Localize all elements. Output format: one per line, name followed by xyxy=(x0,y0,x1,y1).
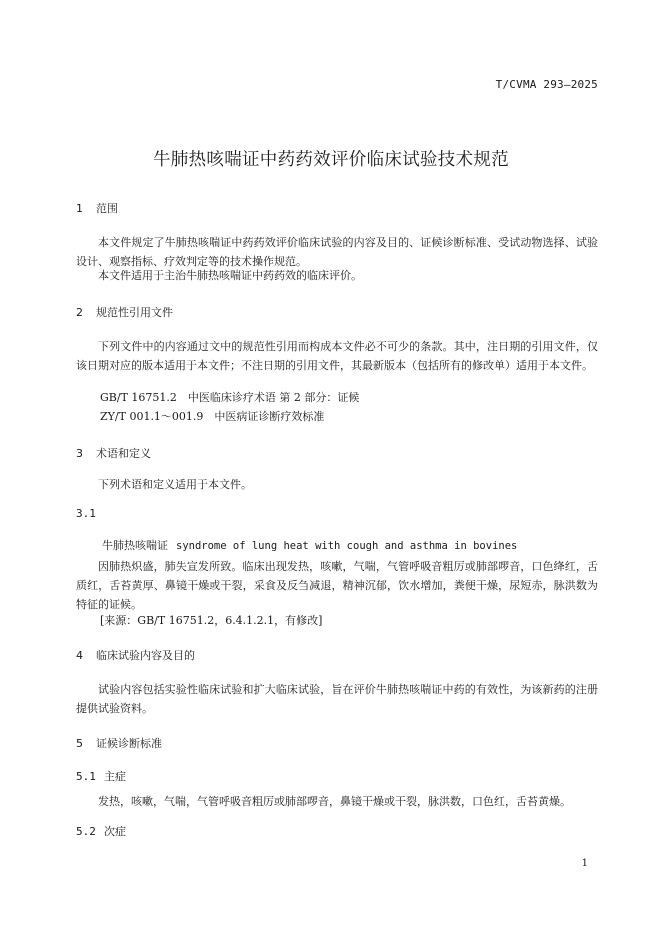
section-4-title: 临床试验内容及目的 xyxy=(96,649,195,662)
section-3-paragraph-1: 下列术语和定义适用于本文件。 xyxy=(98,478,252,491)
term-source: [来源：GB/T 16751.2，6.4.1.2.1，有修改] xyxy=(100,614,323,627)
section-3-title: 术语和定义 xyxy=(96,447,151,460)
section-1-paragraph-2: 本文件适用于主治牛肺热咳喘证中药药效的临床评价。 xyxy=(98,269,362,282)
page-number: 1 xyxy=(581,858,588,869)
section-3-number: 3 xyxy=(76,447,83,460)
section-4-paragraph-1: 试验内容包括实验性临床试验和扩大临床试验，旨在评价牛肺热咳喘证中药的有效性，为该新药的注册提供试验资料。 xyxy=(76,683,598,715)
section-5-heading xyxy=(76,735,162,751)
standard-number: T/CVMA 293—2025 xyxy=(495,78,598,91)
normative-reference-2: ZY/T 001.1～001.9 中医病证诊断疗效标准 xyxy=(100,410,325,423)
subsection-5-1-number: 5.1 xyxy=(76,770,96,783)
term-chinese: 牛肺热咳喘证 xyxy=(102,539,168,552)
document-title: 牛肺热咳喘证中药药效评价临床试验技术规范 xyxy=(153,150,509,170)
term-definition: 因肺热炽盛，肺失宣发所致。临床出现发热，咳嗽，气喘，气管呼吸音粗厉或肺部啰音，口色绛红，舌质红，舌苔黄厚、鼻镜干燥或干裂，采食及反刍减退，精神沉郁，饮水增加，粪便干燥，尿短赤，脉洪数为特征的证候。 xyxy=(76,560,598,611)
section-5-number: 5 xyxy=(76,737,83,750)
section-4-heading xyxy=(76,647,195,663)
term-english: syndrome of lung heat with cough and asthma in bovines xyxy=(176,540,518,552)
subsection-5-2-number: 5.2 xyxy=(76,825,96,838)
subsection-5-1-title: 主症 xyxy=(104,770,126,783)
normative-reference-1: GB/T 16751.2 中医临床诊疗术语 第 2 部分：证候 xyxy=(100,391,360,404)
section-2-number: 2 xyxy=(76,306,83,319)
section-1-heading xyxy=(76,200,118,216)
subsection-3-1-number: 3.1 xyxy=(76,507,96,520)
subsection-5-2-heading xyxy=(76,823,126,839)
section-3-heading xyxy=(76,445,151,461)
section-2-paragraph-1: 下列文件中的内容通过文中的规范性引用而构成本文件必不可少的条款。其中，注日期的引用文件，仅该日期对应的版本适用于本文件；不注日期的引用文件，其最新版本（包括所有的修改单）适用于本文件。 xyxy=(76,340,598,372)
section-5-title: 证候诊断标准 xyxy=(96,737,162,750)
subsection-5-2-title: 次症 xyxy=(104,825,126,838)
term-entry xyxy=(102,537,517,553)
section-1-paragraph-1: 本文件规定了牛肺热咳喘证中药药效评价临床试验的内容及目的、证候诊断标准、受试动物选择、试验设计、观察指标、疗效判定等的技术操作规范。 xyxy=(76,236,598,268)
subsection-5-1-heading xyxy=(76,768,126,784)
section-1-title: 范围 xyxy=(96,202,118,215)
section-2-heading xyxy=(76,304,173,320)
section-4-number: 4 xyxy=(76,649,83,662)
section-2-title: 规范性引用文件 xyxy=(96,306,173,319)
subsection-5-1-text: 发热，咳嗽，气喘，气管呼吸音粗厉或肺部啰音，鼻镜干燥或干裂，脉洪数，口色红，舌苔黄燥。 xyxy=(98,795,571,808)
section-1-number: 1 xyxy=(76,202,83,215)
